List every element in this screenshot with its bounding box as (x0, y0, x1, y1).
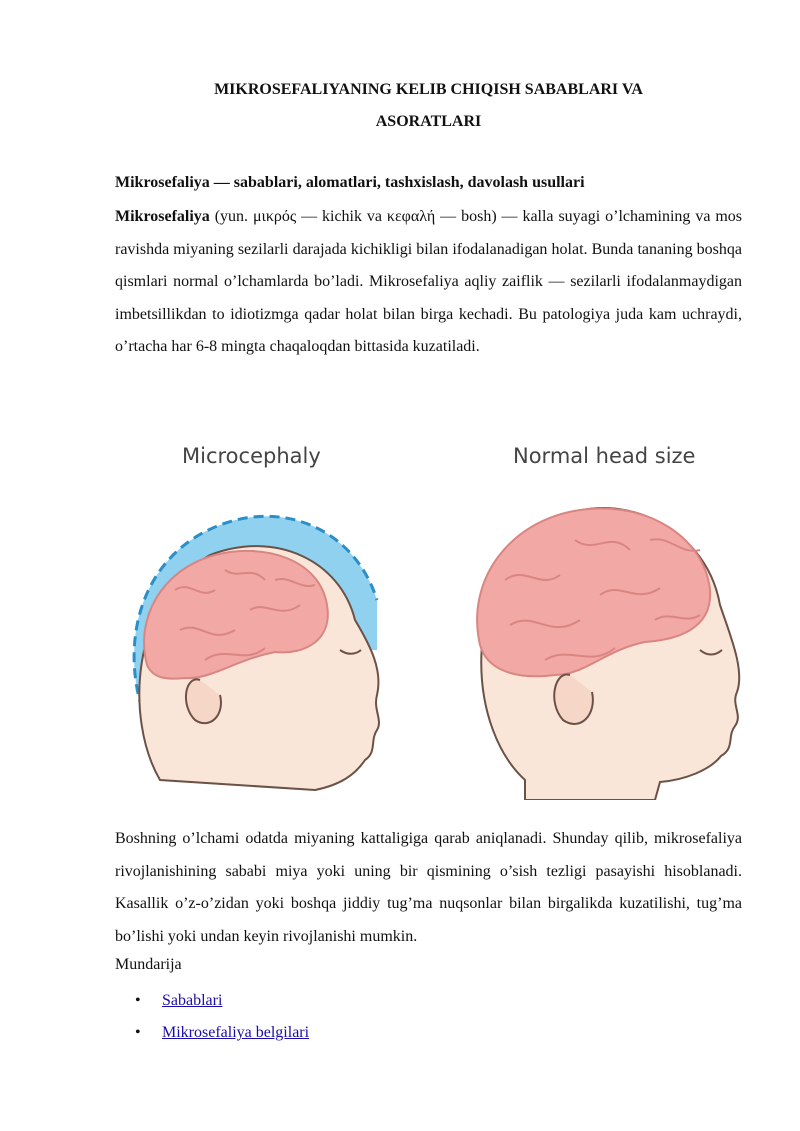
toc-item (135, 1017, 309, 1049)
toc-link-sabablari[interactable]: Sabablari (162, 992, 223, 1009)
intro-term: Mikrosefaliya (115, 208, 210, 225)
caption-normal-head: Normal head size (513, 444, 696, 468)
bullet-icon: • (135, 1024, 141, 1041)
bullet-icon: • (135, 992, 141, 1009)
document-title (115, 74, 742, 138)
microcephaly-head (134, 516, 379, 790)
caption-microcephaly: Microcephaly (182, 444, 321, 468)
head-comparison-drawing (115, 430, 745, 800)
body-paragraph: Boshning o’lchami odatda miyaning kattaligiga qarab aniqlanadi. Shunday qilib, mikrosefaliya rivojlanishining sababi miya yoki uning bir qismining o’sish tezligi pasayishi hisoblanadi. Kasallik o’z-o’zidan yoki boshqa jiddiy tug’ma nuqsonlar bilan birgalikda kuzatilishi, tug’ma bo’lishi yoki undan keyin rivojlanishi mumkin. (115, 830, 742, 945)
toc-link-belgilari[interactable]: Mikrosefaliya belgilari (162, 1024, 310, 1041)
toc-heading: Mundarija (115, 956, 182, 973)
intro-text: (yun. μικρός — kichik va κεφαλή — bosh) — kalla suyagi o’lchamining va mos ravishda miyaning sezilarli darajada kichikligi bilan ifodalanadigan holat. Bunda tananing boshqa qismlari normal o’lchamlarda bo’ladi. Mikrosefaliya aqliy zaiflik — sezilarli ifodalanmaydigan imbetsillikdan to idiotizmga qadar holat bilan birga kechadi. Bu patologiya juda kam uchraydi, o’rtacha har 6-8 mingta chaqaloqdan bittasida kuzatiladi. (115, 208, 742, 355)
table-of-contents (135, 985, 309, 1049)
section-subheading: Mikrosefaliya — sabablari, alomatlari, tashxislash, davolash usullari (115, 174, 585, 191)
normal-head (477, 508, 739, 800)
head-size-illustration (115, 430, 745, 800)
title-line-1: MIKROSEFALIYANING KELIB CHIQISH SABABLARI VA (214, 81, 643, 98)
title-line-2: ASORATLARI (375, 113, 482, 130)
toc-item (135, 985, 309, 1017)
intro-paragraph (115, 201, 742, 364)
